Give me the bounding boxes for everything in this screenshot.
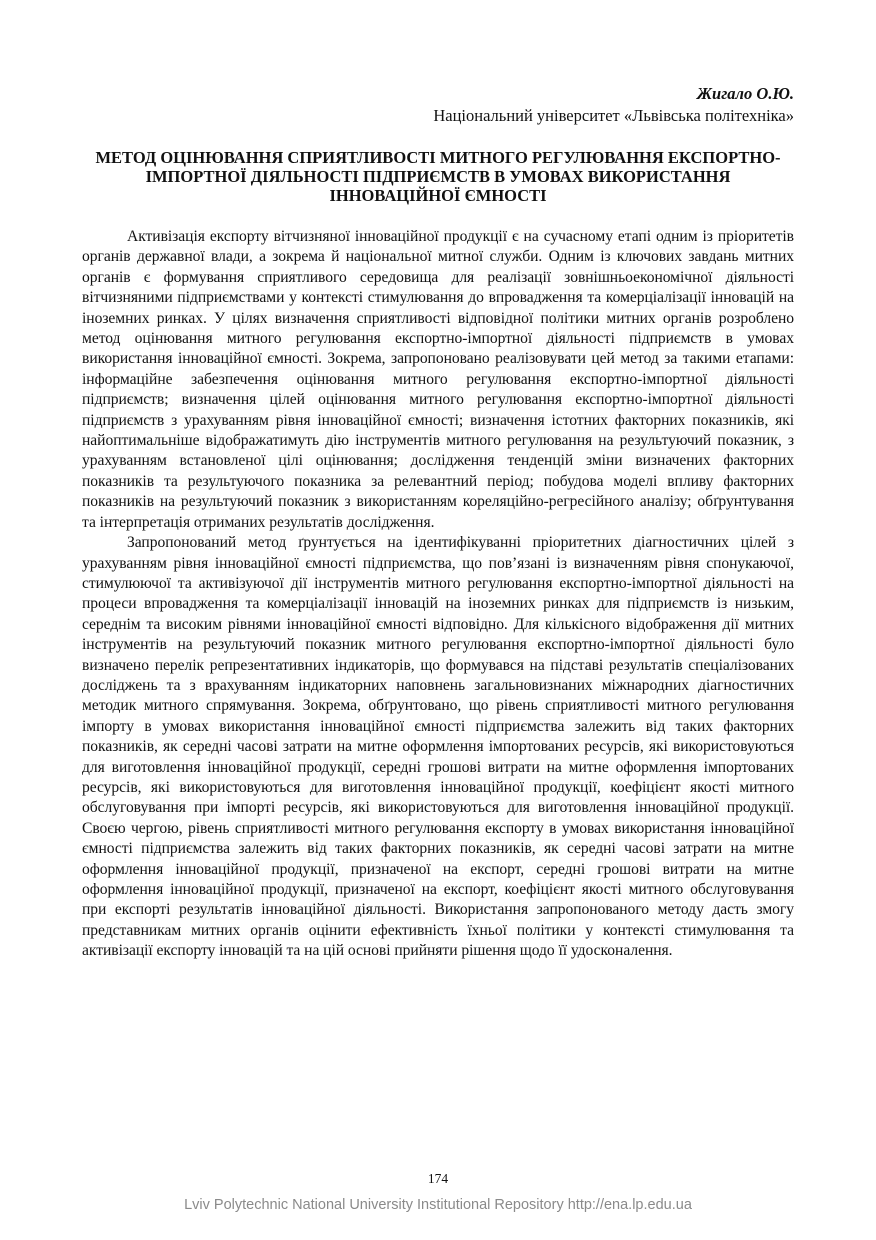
article-title: МЕТОД ОЦІНЮВАННЯ СПРИЯТЛИВОСТІ МИТНОГО РЕГУЛЮВАННЯ ЕКСПОРТНО-ІМПОРТНОЇ ДІЯЛЬНОСТІ ПІДПРИЄМСТВ В УМОВАХ ВИКОРИСТАННЯ ІННОВАЦІЙНОЇ ЄМНОСТІ <box>95 148 781 205</box>
author-name: Жигало О.Ю. <box>696 84 794 103</box>
body-paragraph-2: Запропонований метод ґрунтується на ідентифікуванні пріоритетних діагностичних цілей з урахуванням рівня інноваційної ємності підприємства, що пов’язані із визначенням рівня спонукаючої, стимулюючої та активізуючої дії інструментів митного регулювання експортно-імпортної діяльності на процеси впровадження та комерціалізації інновацій на іноземних ринках для підприємств із низьким, середнім та високим рівнями інноваційної ємності відповідно. Для кількісного відображення дії митних інструментів на результуючий показник митного регулювання експортно-імпортної діяльності було визначено перелік репрезентативних індикаторів, що формувався на підставі результатів спеціалізованих досліджень та з врахуванням індикаторних наповнень загальновизнаних міжнародних діагностичних методик митного спрямування. Зокрема, обґрунтовано, що рівень сприятливості митного регулювання імпорту в умовах використання інноваційної ємності підприємства залежить від таких факторних показників, як середні часові затрати на митне оформлення імпортованих ресурсів, які використовуються для виготовлення інноваційної продукції, середні грошові витрати на митне оформлення імпортованих ресурсів, які використовуються для виготовлення інноваційної продукції, коефіцієнт якості митного обслуговування при імпорті ресурсів, які використовуються для виготовлення інноваційної продукції. Своєю чергою, рівень сприятливості митного регулювання експорту в умовах використання інноваційної ємності підприємства залежить від таких факторних показників, як середні часові затрати на митне оформлення інноваційної продукції, призначеної на експорт, середні грошові витрати на митне оформлення інноваційної продукції, призначеної на експорт, коефіцієнт якості митного обслуговування при експорті результатів інноваційної діяльності. Використання запропонованого методу дасть змогу представникам митних органів оцінити ефективність їхньої політики у контексті стимулювання та активізації експорту інновацій та на цій основі прийняти рішення щодо її удосконалення. <box>82 534 794 960</box>
article-body <box>82 227 794 962</box>
author-block <box>433 84 794 126</box>
page-number: 174 <box>427 1171 449 1186</box>
repository-footer: Lviv Polytechnic National University Institutional Repository http://ena.lp.edu.ua <box>184 1197 692 1213</box>
body-paragraph-1: Активізація експорту вітчизняної інноваційної продукції є на сучасному етапі одним із пріоритетів органів державної влади, а зокрема й національної митної служби. Одним із ключових завдань митних органів є формування сприятливого середовища для реалізації зовнішньоекономічної діяльності вітчизняними підприємствами у контексті стимулювання до впровадження та комерціалізації інновацій на іноземних ринках. У цілях визначення сприятливості відповідної політики митних органів розроблено метод оцінювання митного регулювання експортно-імпортної діяльності підприємств в умовах використання інноваційної ємності. Зокрема, запропоновано реалізовувати цей метод за такими етапами: інформаційне забезпечення оцінювання митного регулювання експортно-імпортної діяльності підприємств; визначення цілей оцінювання митного регулювання експортно-імпортної діяльності підприємств з урахуванням рівня інноваційної ємності; визначення істотних факторних показників, які найоптимальніше відображатимуть дію інструментів митного регулювання на результуючий показник, з урахуванням встановленої цілі оцінювання; дослідження тенденцій зміни визначених факторних показників та результуючого показника за релевантний період; побудова моделі впливу факторних показників на результуючий показник з використанням кореляційно-регресійного аналізу; обґрунтування та інтерпретація отриманих результатів дослідження. <box>82 228 794 531</box>
author-affiliation: Національний університет «Львівська політехніка» <box>433 106 794 125</box>
